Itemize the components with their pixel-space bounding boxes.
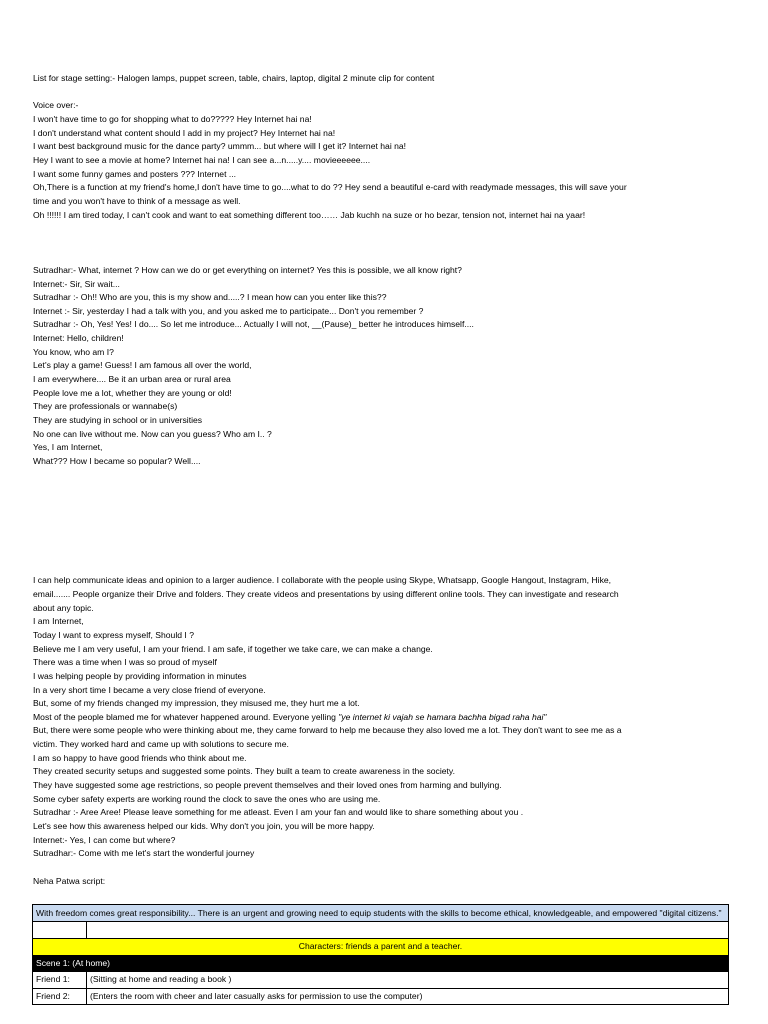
scene-cell: Scene 1: (At home) xyxy=(33,955,729,972)
monologue-line: They have suggested some age restrictions, so people prevent themselves and their loved ones from harming and bullying. xyxy=(33,780,502,790)
row-label: Friend 1: xyxy=(33,972,87,989)
table-row xyxy=(33,972,729,989)
voice-over-line: Oh !!!!!! I am tired today, I can't cook and want to eat something different too…… Jab kuchh na suze or ho bezar, tension not, internet hai na yaar! xyxy=(33,210,586,220)
row-label: Friend 2: xyxy=(33,988,87,1005)
voice-over-line: I won't have time to go for shopping what to do????? Hey Internet hai na! xyxy=(33,114,312,124)
monologue-line: Today I want to express myself, Should I ? xyxy=(33,630,194,640)
monologue-line: But, some of my friends changed my impression, they misused me, they hurt me a lot. xyxy=(33,698,360,708)
dialogue-line: Yes, I am Internet, xyxy=(33,442,103,452)
voice-over-heading: Voice over:- xyxy=(33,100,79,110)
voice-over-line: Oh,There is a function at my friend's home,I don't have time to go....what to do ?? Hey send a beautiful e-card with readymade messages, this will save your xyxy=(33,182,627,192)
blamed-prefix: Most of the people blamed me for whatever happened around. Everyone yelling xyxy=(33,712,339,722)
monologue-blamed-line xyxy=(33,711,546,725)
blank-cell xyxy=(33,922,87,939)
monologue-paragraph-line: I can help communicate ideas and opinion to a larger audience. I collaborate with the people using Skype, Whatsapp, Google Hangout, Instagram, Hike, xyxy=(33,575,612,585)
dialogue-line: Sutradhar :- Oh!! Who are you, this is my show and.....? I mean how can you enter like this?? xyxy=(33,292,387,302)
dialogue-line: People love me a lot, whether they are young or old! xyxy=(33,388,232,398)
monologue-line: They created security setups and suggested some points. They built a team to create awareness in the society. xyxy=(33,766,455,776)
monologue-line: I was helping people by providing information in minutes xyxy=(33,671,247,681)
blank-row xyxy=(33,922,729,939)
row-text: (Sitting at home and reading a book ) xyxy=(87,972,729,989)
intro-cell: With freedom comes great responsibility... There is an urgent and growing need to equip students with the skills to become ethical, knowledgeable, and empowered "digital citizens." xyxy=(33,905,729,922)
voice-over-line: time and you won't have to think of a message as well. xyxy=(33,196,241,206)
monologue-line: Internet:- Yes, I can come but where? xyxy=(33,835,176,845)
blank-cell xyxy=(87,922,729,939)
monologue-paragraph-line: email....... People organize their Drive and folders. They create videos and presentations by using different online tools. They can investigate and research xyxy=(33,589,619,599)
monologue-line: Some cyber safety experts are working round the clock to save the ones who are using me. xyxy=(33,794,381,804)
dialogue-line: Internet: Hello, children! xyxy=(33,333,124,343)
dialogue-line: You know, who am I? xyxy=(33,347,114,357)
monologue-line: victim. They worked hard and came up with solutions to secure me. xyxy=(33,739,289,749)
script-table xyxy=(32,904,729,1005)
dialogue-line: Sutradhar:- What, internet ? How can we do or get everything on internet? Yes this is possible, we all know right? xyxy=(33,265,462,275)
dialogue-line: They are professionals or wannabe(s) xyxy=(33,401,178,411)
dialogue-line: I am everywhere.... Be it an urban area or rural area xyxy=(33,374,231,384)
dialogue-line: What??? How I became so popular? Well.... xyxy=(33,456,201,466)
dialogue-line: Let's play a game! Guess! I am famous all over the world, xyxy=(33,360,252,370)
characters-row xyxy=(33,939,729,956)
intro-row xyxy=(33,905,729,922)
voice-over-line: Hey I want to see a movie at home? Internet hai na! I can see a...n.....y.... movieeeeee.... xyxy=(33,155,371,165)
monologue-line: I am so happy to have good friends who think about me. xyxy=(33,753,247,763)
monologue-line: I am Internet, xyxy=(33,616,84,626)
characters-cell: Characters: friends a parent and a teacher. xyxy=(33,939,729,956)
monologue-line: But, there were some people who were thinking about me, they came forward to help me because they also loved me a lot. They don't want to see me as a xyxy=(33,725,622,735)
dialogue-line: Internet :- Sir, yesterday I had a talk with you, and you asked me to participate... Don't you remember ? xyxy=(33,306,424,316)
script-title: Neha Patwa script: xyxy=(33,876,106,886)
monologue-paragraph-line: about any topic. xyxy=(33,603,94,613)
monologue-line: Believe me I am very useful, I am your friend. I am safe, if together we take care, we can make a change. xyxy=(33,644,433,654)
dialogue-line: Internet:- Sir, Sir wait... xyxy=(33,279,120,289)
dialogue-line: No one can live without me. Now can you guess? Who am I.. ? xyxy=(33,429,272,439)
monologue-line: Sutradhar :- Aree Aree! Please leave something for me atleast. Even I am your fan and would like to share something about you . xyxy=(33,807,524,817)
monologue-line: There was a time when I was so proud of myself xyxy=(33,657,217,667)
dialogue-line: They are studying in school or in universities xyxy=(33,415,203,425)
monologue-line: In a very short time I became a very close friend of everyone. xyxy=(33,685,266,695)
voice-over-line: I want best background music for the dance party? ummm... but where will I get it? Internet hai na! xyxy=(33,141,407,151)
monologue-line: Sutradhar:- Come with me let's start the wonderful journey xyxy=(33,848,255,858)
scene-row xyxy=(33,955,729,972)
table-row xyxy=(33,988,729,1005)
dialogue-line: Sutradhar :- Oh, Yes! Yes! I do.... So let me introduce... Actually I will not, __(Pause)_ better he introduces himself.... xyxy=(33,319,474,329)
row-text: (Enters the room with cheer and later casually asks for permission to use the computer) xyxy=(87,988,729,1005)
monologue-line: Let's see how this awareness helped our kids. Why don't you join, you will be more happy. xyxy=(33,821,375,831)
voice-over-line: I don't understand what content should I add in my project? Hey Internet hai na! xyxy=(33,128,336,138)
voice-over-line: I want some funny games and posters ??? Internet ... xyxy=(33,169,237,179)
blamed-quote: "ye internet ki vajah se hamara bachha bigad raha hai" xyxy=(338,712,547,722)
stage-setting-text: List for stage setting:- Halogen lamps, puppet screen, table, chairs, laptop, digital 2 minute clip for content xyxy=(33,73,435,83)
